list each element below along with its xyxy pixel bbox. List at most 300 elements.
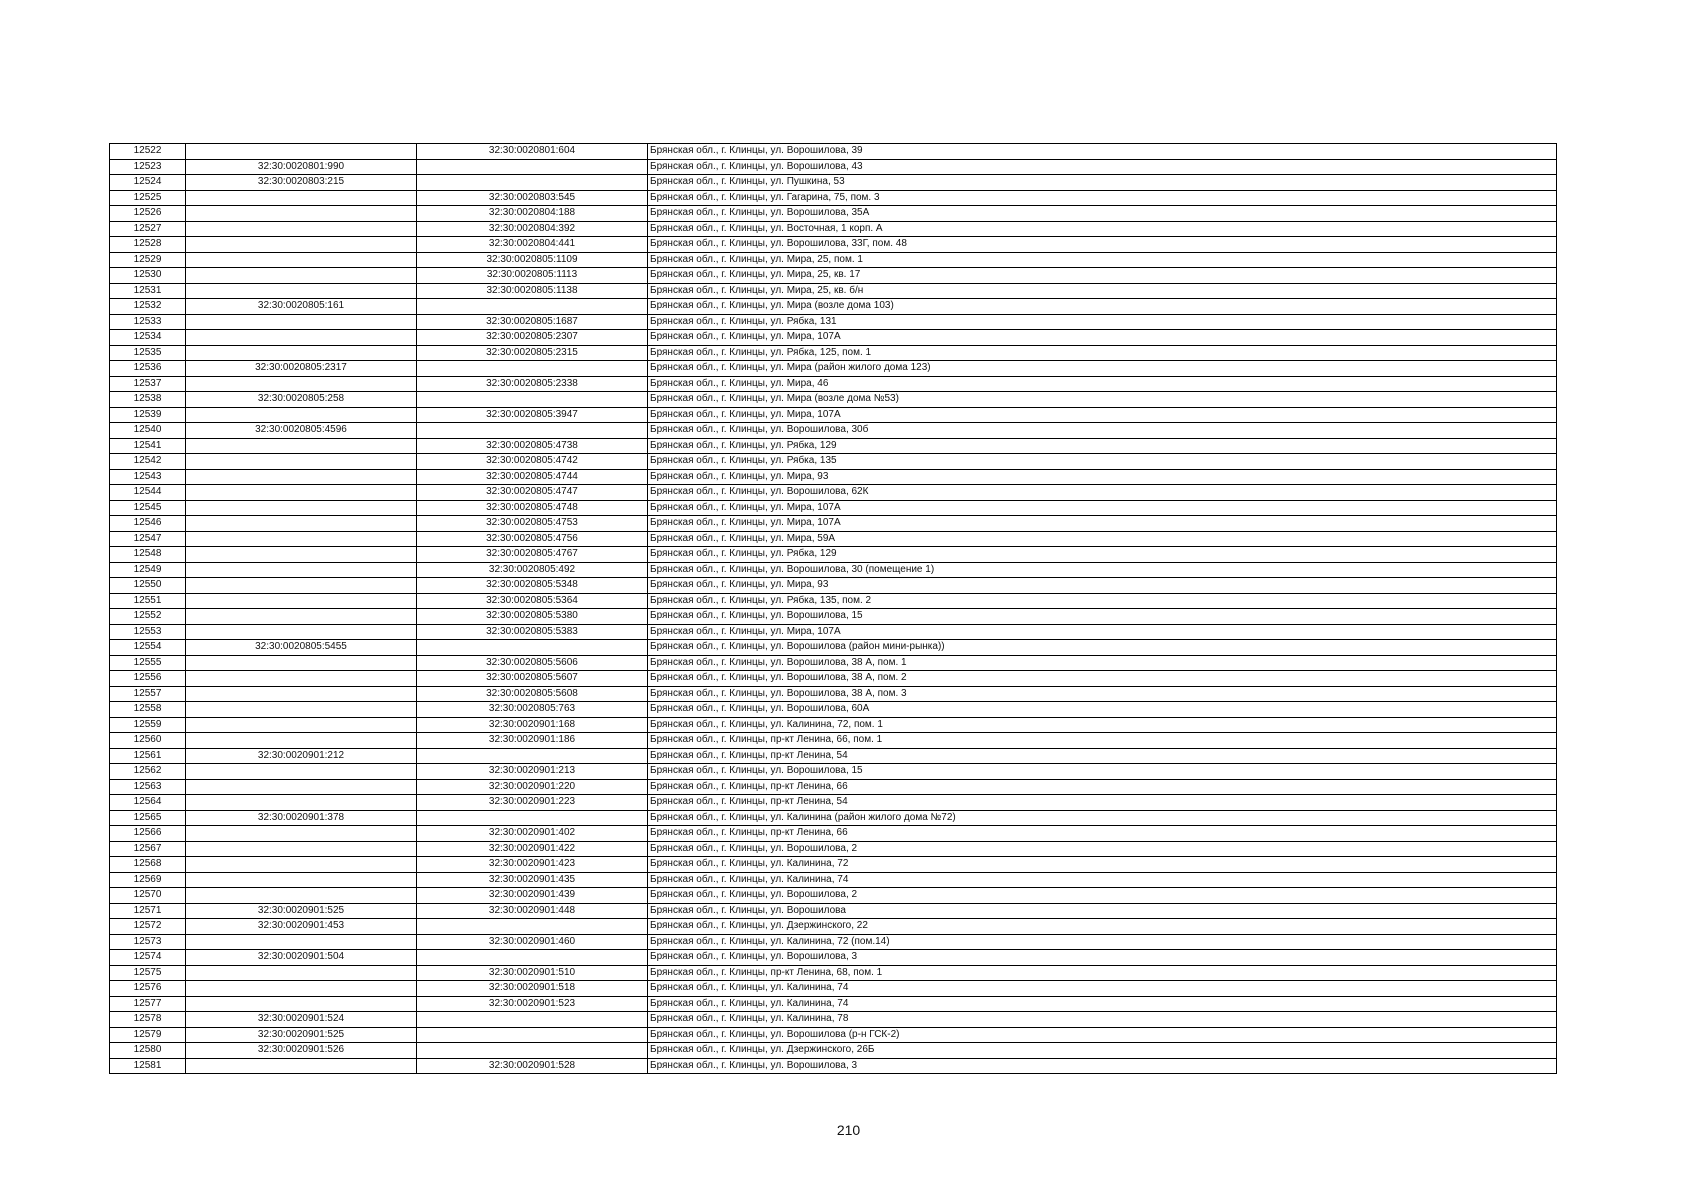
table-row [110, 779, 1557, 795]
table-row [110, 748, 1557, 764]
address-cell: Брянская обл., г. Клинцы, ул. Мира, 59А [648, 531, 1557, 547]
land-cadastral-number-cell [186, 888, 417, 904]
address-cell: Брянская обл., г. Клинцы, ул. Ворошилова, 2 [648, 888, 1557, 904]
land-cadastral-number-cell [186, 857, 417, 873]
registry-number-cell: 12534 [110, 330, 186, 346]
address-cell: Брянская обл., г. Клинцы, ул. Ворошилова, 15 [648, 609, 1557, 625]
table-row [110, 841, 1557, 857]
table-row [110, 516, 1557, 532]
land-cadastral-number-cell [186, 454, 417, 470]
registry-number-cell: 12544 [110, 485, 186, 501]
address-cell: Брянская обл., г. Клинцы, ул. Рябка, 125, пом. 1 [648, 345, 1557, 361]
object-cadastral-number-cell: 32:30:0020805:2307 [417, 330, 648, 346]
registry-number-cell: 12546 [110, 516, 186, 532]
registry-number-cell: 12564 [110, 795, 186, 811]
land-cadastral-number-cell: 32:30:0020805:258 [186, 392, 417, 408]
registry-table-body [110, 144, 1557, 1074]
table-row [110, 268, 1557, 284]
address-cell: Брянская обл., г. Клинцы, ул. Ворошилова, 3 [648, 1058, 1557, 1074]
object-cadastral-number-cell: 32:30:0020901:510 [417, 965, 648, 981]
registry-number-cell: 12540 [110, 423, 186, 439]
registry-number-cell: 12570 [110, 888, 186, 904]
object-cadastral-number-cell: 32:30:0020901:423 [417, 857, 648, 873]
land-cadastral-number-cell [186, 345, 417, 361]
land-cadastral-number-cell: 32:30:0020901:378 [186, 810, 417, 826]
land-cadastral-number-cell: 32:30:0020901:212 [186, 748, 417, 764]
address-cell: Брянская обл., г. Клинцы, ул. Ворошилова [648, 903, 1557, 919]
land-cadastral-number-cell: 32:30:0020901:524 [186, 1012, 417, 1028]
land-cadastral-number-cell [186, 593, 417, 609]
registry-number-cell: 12568 [110, 857, 186, 873]
object-cadastral-number-cell [417, 810, 648, 826]
address-cell: Брянская обл., г. Клинцы, пр-кт Ленина, 66 [648, 779, 1557, 795]
address-cell: Брянская обл., г. Клинцы, ул. Ворошилова, 38 А, пом. 3 [648, 686, 1557, 702]
land-cadastral-number-cell: 32:30:0020805:2317 [186, 361, 417, 377]
address-cell: Брянская обл., г. Клинцы, ул. Гагарина, 75, пом. 3 [648, 190, 1557, 206]
land-cadastral-number-cell [186, 841, 417, 857]
registry-number-cell: 12571 [110, 903, 186, 919]
table-row [110, 810, 1557, 826]
object-cadastral-number-cell: 32:30:0020805:1687 [417, 314, 648, 330]
land-cadastral-number-cell [186, 624, 417, 640]
land-cadastral-number-cell [186, 516, 417, 532]
address-cell: Брянская обл., г. Клинцы, ул. Мира, 25, пом. 1 [648, 252, 1557, 268]
table-row [110, 485, 1557, 501]
land-cadastral-number-cell: 32:30:0020801:990 [186, 159, 417, 175]
address-cell: Брянская обл., г. Клинцы, ул. Ворошилова, 30б [648, 423, 1557, 439]
land-cadastral-number-cell [186, 764, 417, 780]
object-cadastral-number-cell: 32:30:0020805:1113 [417, 268, 648, 284]
registry-number-cell: 12580 [110, 1043, 186, 1059]
land-cadastral-number-cell: 32:30:0020901:525 [186, 1027, 417, 1043]
object-cadastral-number-cell: 32:30:0020805:1109 [417, 252, 648, 268]
registry-number-cell: 12562 [110, 764, 186, 780]
address-cell: Брянская обл., г. Клинцы, ул. Ворошилова, 62К [648, 485, 1557, 501]
object-cadastral-number-cell: 32:30:0020901:223 [417, 795, 648, 811]
registry-number-cell: 12558 [110, 702, 186, 718]
land-cadastral-number-cell [186, 733, 417, 749]
object-cadastral-number-cell: 32:30:0020901:213 [417, 764, 648, 780]
land-cadastral-number-cell [186, 547, 417, 563]
table-row [110, 159, 1557, 175]
registry-number-cell: 12543 [110, 469, 186, 485]
table-row [110, 686, 1557, 702]
table-row [110, 655, 1557, 671]
table-row [110, 562, 1557, 578]
land-cadastral-number-cell [186, 330, 417, 346]
registry-number-cell: 12527 [110, 221, 186, 237]
address-cell: Брянская обл., г. Клинцы, ул. Мира (район жилого дома 123) [648, 361, 1557, 377]
address-cell: Брянская обл., г. Клинцы, пр-кт Ленина, 54 [648, 748, 1557, 764]
table-row [110, 872, 1557, 888]
address-cell: Брянская обл., г. Клинцы, ул. Ворошилова, 35А [648, 206, 1557, 222]
land-cadastral-number-cell [186, 438, 417, 454]
address-cell: Брянская обл., г. Клинцы, ул. Ворошилова, 3 [648, 950, 1557, 966]
address-cell: Брянская обл., г. Клинцы, ул. Ворошилова, 43 [648, 159, 1557, 175]
object-cadastral-number-cell [417, 640, 648, 656]
land-cadastral-number-cell [186, 872, 417, 888]
table-row [110, 593, 1557, 609]
registry-number-cell: 12526 [110, 206, 186, 222]
object-cadastral-number-cell [417, 1027, 648, 1043]
land-cadastral-number-cell [186, 252, 417, 268]
object-cadastral-number-cell: 32:30:0020805:5608 [417, 686, 648, 702]
registry-number-cell: 12550 [110, 578, 186, 594]
table-row [110, 1043, 1557, 1059]
address-cell: Брянская обл., г. Клинцы, ул. Ворошилова (р-н ГСК-2) [648, 1027, 1557, 1043]
address-cell: Брянская обл., г. Клинцы, ул. Ворошилова, 15 [648, 764, 1557, 780]
registry-number-cell: 12575 [110, 965, 186, 981]
table-row [110, 795, 1557, 811]
object-cadastral-number-cell: 32:30:0020805:4748 [417, 500, 648, 516]
land-cadastral-number-cell [186, 407, 417, 423]
registry-number-cell: 12551 [110, 593, 186, 609]
table-row [110, 500, 1557, 516]
registry-number-cell: 12576 [110, 981, 186, 997]
address-cell: Брянская обл., г. Клинцы, ул. Рябка, 129 [648, 547, 1557, 563]
address-cell: Брянская обл., г. Клинцы, пр-кт Ленина, 68, пом. 1 [648, 965, 1557, 981]
registry-number-cell: 12536 [110, 361, 186, 377]
address-cell: Брянская обл., г. Клинцы, пр-кт Ленина, 66, пом. 1 [648, 733, 1557, 749]
land-cadastral-number-cell [186, 144, 417, 160]
address-cell: Брянская обл., г. Клинцы, ул. Рябка, 135, пом. 2 [648, 593, 1557, 609]
registry-number-cell: 12542 [110, 454, 186, 470]
object-cadastral-number-cell: 32:30:0020805:4767 [417, 547, 648, 563]
address-cell: Брянская обл., г. Клинцы, ул. Мира (возле дома 103) [648, 299, 1557, 315]
address-cell: Брянская обл., г. Клинцы, ул. Ворошилова, 38 А, пом. 2 [648, 671, 1557, 687]
object-cadastral-number-cell: 32:30:0020805:2315 [417, 345, 648, 361]
registry-number-cell: 12577 [110, 996, 186, 1012]
land-cadastral-number-cell [186, 686, 417, 702]
land-cadastral-number-cell [186, 609, 417, 625]
table-row [110, 376, 1557, 392]
table-row [110, 361, 1557, 377]
address-cell: Брянская обл., г. Клинцы, пр-кт Ленина, 54 [648, 795, 1557, 811]
object-cadastral-number-cell: 32:30:0020805:5606 [417, 655, 648, 671]
table-row [110, 190, 1557, 206]
object-cadastral-number-cell [417, 748, 648, 764]
land-cadastral-number-cell [186, 996, 417, 1012]
registry-number-cell: 12579 [110, 1027, 186, 1043]
registry-number-cell: 12572 [110, 919, 186, 935]
address-cell: Брянская обл., г. Клинцы, ул. Мира, 46 [648, 376, 1557, 392]
address-cell: Брянская обл., г. Клинцы, ул. Восточная, 1 корп. А [648, 221, 1557, 237]
object-cadastral-number-cell [417, 299, 648, 315]
table-row [110, 996, 1557, 1012]
land-cadastral-number-cell [186, 376, 417, 392]
registry-number-cell: 12545 [110, 500, 186, 516]
address-cell: Брянская обл., г. Клинцы, ул. Ворошилова, 33Г, пом. 48 [648, 237, 1557, 253]
registry-number-cell: 12552 [110, 609, 186, 625]
object-cadastral-number-cell: 32:30:0020803:545 [417, 190, 648, 206]
land-cadastral-number-cell [186, 237, 417, 253]
registry-number-cell: 12539 [110, 407, 186, 423]
registry-number-cell: 12525 [110, 190, 186, 206]
address-cell: Брянская обл., г. Клинцы, ул. Мира, 107А [648, 330, 1557, 346]
address-cell: Брянская обл., г. Клинцы, ул. Мира, 107А [648, 407, 1557, 423]
land-cadastral-number-cell: 32:30:0020803:215 [186, 175, 417, 191]
table-row [110, 1012, 1557, 1028]
object-cadastral-number-cell: 32:30:0020901:186 [417, 733, 648, 749]
object-cadastral-number-cell: 32:30:0020805:4747 [417, 485, 648, 501]
table-row [110, 252, 1557, 268]
land-cadastral-number-cell [186, 981, 417, 997]
object-cadastral-number-cell: 32:30:0020804:441 [417, 237, 648, 253]
address-cell: Брянская обл., г. Клинцы, ул. Мира, 25, кв. б/н [648, 283, 1557, 299]
address-cell: Брянская обл., г. Клинцы, ул. Ворошилова, 38 А, пом. 1 [648, 655, 1557, 671]
address-cell: Брянская обл., г. Клинцы, ул. Дзержинского, 22 [648, 919, 1557, 935]
land-cadastral-number-cell [186, 578, 417, 594]
land-cadastral-number-cell [186, 702, 417, 718]
land-cadastral-number-cell: 32:30:0020901:453 [186, 919, 417, 935]
table-row [110, 175, 1557, 191]
object-cadastral-number-cell: 32:30:0020801:604 [417, 144, 648, 160]
address-cell: Брянская обл., г. Клинцы, ул. Калинина, 72 (пом.14) [648, 934, 1557, 950]
table-row [110, 469, 1557, 485]
land-cadastral-number-cell [186, 562, 417, 578]
registry-number-cell: 12532 [110, 299, 186, 315]
table-row [110, 717, 1557, 733]
table-row [110, 547, 1557, 563]
object-cadastral-number-cell: 32:30:0020805:4738 [417, 438, 648, 454]
land-cadastral-number-cell: 32:30:0020805:161 [186, 299, 417, 315]
address-cell: Брянская обл., г. Клинцы, ул. Ворошилова (район мини-рынка)) [648, 640, 1557, 656]
land-cadastral-number-cell [186, 531, 417, 547]
table-row [110, 1058, 1557, 1074]
address-cell: Брянская обл., г. Клинцы, ул. Мира, 107А [648, 500, 1557, 516]
registry-number-cell: 12557 [110, 686, 186, 702]
object-cadastral-number-cell: 32:30:0020901:518 [417, 981, 648, 997]
object-cadastral-number-cell: 32:30:0020901:220 [417, 779, 648, 795]
address-cell: Брянская обл., г. Клинцы, ул. Ворошилова, 60А [648, 702, 1557, 718]
table-row [110, 965, 1557, 981]
land-cadastral-number-cell [186, 779, 417, 795]
registry-number-cell: 12573 [110, 934, 186, 950]
object-cadastral-number-cell [417, 361, 648, 377]
table-row [110, 283, 1557, 299]
object-cadastral-number-cell: 32:30:0020901:448 [417, 903, 648, 919]
registry-number-cell: 12547 [110, 531, 186, 547]
address-cell: Брянская обл., г. Клинцы, ул. Калинина, 74 [648, 872, 1557, 888]
table-row [110, 981, 1557, 997]
registry-number-cell: 12566 [110, 826, 186, 842]
object-cadastral-number-cell: 32:30:0020805:492 [417, 562, 648, 578]
table-row [110, 609, 1557, 625]
address-cell: Брянская обл., г. Клинцы, ул. Мира (возле дома №53) [648, 392, 1557, 408]
table-row [110, 764, 1557, 780]
table-row [110, 531, 1557, 547]
object-cadastral-number-cell: 32:30:0020805:2338 [417, 376, 648, 392]
registry-number-cell: 12561 [110, 748, 186, 764]
table-row [110, 624, 1557, 640]
object-cadastral-number-cell [417, 950, 648, 966]
land-cadastral-number-cell [186, 283, 417, 299]
registry-number-cell: 12531 [110, 283, 186, 299]
registry-number-cell: 12528 [110, 237, 186, 253]
address-cell: Брянская обл., г. Клинцы, ул. Калинина, 74 [648, 981, 1557, 997]
address-cell: Брянская обл., г. Клинцы, ул. Калинина, 72 [648, 857, 1557, 873]
land-cadastral-number-cell [186, 795, 417, 811]
registry-number-cell: 12578 [110, 1012, 186, 1028]
page-number: 210 [836, 1122, 861, 1138]
table-row [110, 221, 1557, 237]
table-row [110, 330, 1557, 346]
registry-number-cell: 12523 [110, 159, 186, 175]
registry-number-cell: 12535 [110, 345, 186, 361]
table-row [110, 578, 1557, 594]
object-cadastral-number-cell: 32:30:0020805:3947 [417, 407, 648, 423]
address-cell: Брянская обл., г. Клинцы, ул. Калинина (район жилого дома №72) [648, 810, 1557, 826]
registry-number-cell: 12530 [110, 268, 186, 284]
registry-number-cell: 12529 [110, 252, 186, 268]
land-cadastral-number-cell [186, 221, 417, 237]
land-cadastral-number-cell [186, 655, 417, 671]
object-cadastral-number-cell [417, 919, 648, 935]
land-cadastral-number-cell [186, 268, 417, 284]
table-row [110, 314, 1557, 330]
registry-number-cell: 12567 [110, 841, 186, 857]
object-cadastral-number-cell: 32:30:0020901:402 [417, 826, 648, 842]
registry-number-cell: 12569 [110, 872, 186, 888]
address-cell: Брянская обл., г. Клинцы, ул. Мира, 107А [648, 516, 1557, 532]
object-cadastral-number-cell: 32:30:0020901:435 [417, 872, 648, 888]
object-cadastral-number-cell [417, 1012, 648, 1028]
object-cadastral-number-cell: 32:30:0020901:523 [417, 996, 648, 1012]
registry-number-cell: 12563 [110, 779, 186, 795]
land-cadastral-number-cell: 32:30:0020901:504 [186, 950, 417, 966]
land-cadastral-number-cell: 32:30:0020901:525 [186, 903, 417, 919]
table-row [110, 438, 1557, 454]
registry-number-cell: 12559 [110, 717, 186, 733]
address-cell: Брянская обл., г. Клинцы, ул. Дзержинского, 26Б [648, 1043, 1557, 1059]
table-row [110, 407, 1557, 423]
registry-number-cell: 12541 [110, 438, 186, 454]
registry-number-cell: 12574 [110, 950, 186, 966]
address-cell: Брянская обл., г. Клинцы, ул. Рябка, 135 [648, 454, 1557, 470]
address-cell: Брянская обл., г. Клинцы, ул. Мира, 107А [648, 624, 1557, 640]
registry-number-cell: 12560 [110, 733, 186, 749]
object-cadastral-number-cell: 32:30:0020805:5348 [417, 578, 648, 594]
address-cell: Брянская обл., г. Клинцы, ул. Ворошилова, 39 [648, 144, 1557, 160]
address-cell: Брянская обл., г. Клинцы, ул. Мира, 93 [648, 469, 1557, 485]
table-row [110, 423, 1557, 439]
table-row [110, 206, 1557, 222]
object-cadastral-number-cell: 32:30:0020805:4744 [417, 469, 648, 485]
object-cadastral-number-cell: 32:30:0020804:188 [417, 206, 648, 222]
object-cadastral-number-cell: 32:30:0020805:4742 [417, 454, 648, 470]
registry-number-cell: 12553 [110, 624, 186, 640]
address-cell: Брянская обл., г. Клинцы, ул. Калинина, 78 [648, 1012, 1557, 1028]
object-cadastral-number-cell [417, 423, 648, 439]
object-cadastral-number-cell [417, 392, 648, 408]
land-cadastral-number-cell [186, 190, 417, 206]
table-row [110, 702, 1557, 718]
land-cadastral-number-cell [186, 314, 417, 330]
object-cadastral-number-cell [417, 1043, 648, 1059]
land-cadastral-number-cell [186, 965, 417, 981]
object-cadastral-number-cell: 32:30:0020901:168 [417, 717, 648, 733]
table-row [110, 392, 1557, 408]
land-cadastral-number-cell: 32:30:0020805:4596 [186, 423, 417, 439]
address-cell: Брянская обл., г. Клинцы, ул. Мира, 25, кв. 17 [648, 268, 1557, 284]
registry-table [109, 143, 1557, 1074]
table-row [110, 640, 1557, 656]
land-cadastral-number-cell: 32:30:0020805:5455 [186, 640, 417, 656]
land-cadastral-number-cell [186, 671, 417, 687]
address-cell: Брянская обл., г. Клинцы, ул. Пушкина, 53 [648, 175, 1557, 191]
object-cadastral-number-cell: 32:30:0020901:528 [417, 1058, 648, 1074]
registry-number-cell: 12537 [110, 376, 186, 392]
registry-number-cell: 12524 [110, 175, 186, 191]
object-cadastral-number-cell: 32:30:0020805:4753 [417, 516, 648, 532]
object-cadastral-number-cell: 32:30:0020805:5380 [417, 609, 648, 625]
land-cadastral-number-cell [186, 826, 417, 842]
table-row [110, 237, 1557, 253]
land-cadastral-number-cell [186, 934, 417, 950]
registry-number-cell: 12548 [110, 547, 186, 563]
land-cadastral-number-cell [186, 717, 417, 733]
registry-number-cell: 12538 [110, 392, 186, 408]
address-cell: Брянская обл., г. Клинцы, ул. Калинина, 74 [648, 996, 1557, 1012]
table-row [110, 888, 1557, 904]
land-cadastral-number-cell [186, 469, 417, 485]
registry-number-cell: 12565 [110, 810, 186, 826]
object-cadastral-number-cell: 32:30:0020805:5383 [417, 624, 648, 640]
object-cadastral-number-cell [417, 175, 648, 191]
address-cell: Брянская обл., г. Клинцы, ул. Рябка, 129 [648, 438, 1557, 454]
address-cell: Брянская обл., г. Клинцы, ул. Мира, 93 [648, 578, 1557, 594]
object-cadastral-number-cell: 32:30:0020805:763 [417, 702, 648, 718]
object-cadastral-number-cell: 32:30:0020901:439 [417, 888, 648, 904]
table-row [110, 299, 1557, 315]
object-cadastral-number-cell [417, 159, 648, 175]
object-cadastral-number-cell: 32:30:0020805:4756 [417, 531, 648, 547]
address-cell: Брянская обл., г. Клинцы, ул. Калинина, 72, пом. 1 [648, 717, 1557, 733]
land-cadastral-number-cell [186, 500, 417, 516]
table-row [110, 903, 1557, 919]
object-cadastral-number-cell: 32:30:0020901:460 [417, 934, 648, 950]
address-cell: Брянская обл., г. Клинцы, пр-кт Ленина, 66 [648, 826, 1557, 842]
registry-number-cell: 12549 [110, 562, 186, 578]
registry-number-cell: 12556 [110, 671, 186, 687]
table-row [110, 144, 1557, 160]
land-cadastral-number-cell: 32:30:0020901:526 [186, 1043, 417, 1059]
address-cell: Брянская обл., г. Клинцы, ул. Ворошилова, 2 [648, 841, 1557, 857]
registry-number-cell: 12554 [110, 640, 186, 656]
land-cadastral-number-cell [186, 1058, 417, 1074]
address-cell: Брянская обл., г. Клинцы, ул. Ворошилова, 30 (помещение 1) [648, 562, 1557, 578]
registry-number-cell: 12522 [110, 144, 186, 160]
table-row [110, 950, 1557, 966]
registry-number-cell: 12533 [110, 314, 186, 330]
registry-number-cell: 12581 [110, 1058, 186, 1074]
table-row [110, 919, 1557, 935]
object-cadastral-number-cell: 32:30:0020901:422 [417, 841, 648, 857]
registry-number-cell: 12555 [110, 655, 186, 671]
table-row [110, 826, 1557, 842]
address-cell: Брянская обл., г. Клинцы, ул. Рябка, 131 [648, 314, 1557, 330]
table-row [110, 1027, 1557, 1043]
object-cadastral-number-cell: 32:30:0020804:392 [417, 221, 648, 237]
table-row [110, 857, 1557, 873]
land-cadastral-number-cell [186, 485, 417, 501]
table-row [110, 345, 1557, 361]
object-cadastral-number-cell: 32:30:0020805:5607 [417, 671, 648, 687]
table-row [110, 454, 1557, 470]
table-row [110, 934, 1557, 950]
land-cadastral-number-cell [186, 206, 417, 222]
table-row [110, 733, 1557, 749]
